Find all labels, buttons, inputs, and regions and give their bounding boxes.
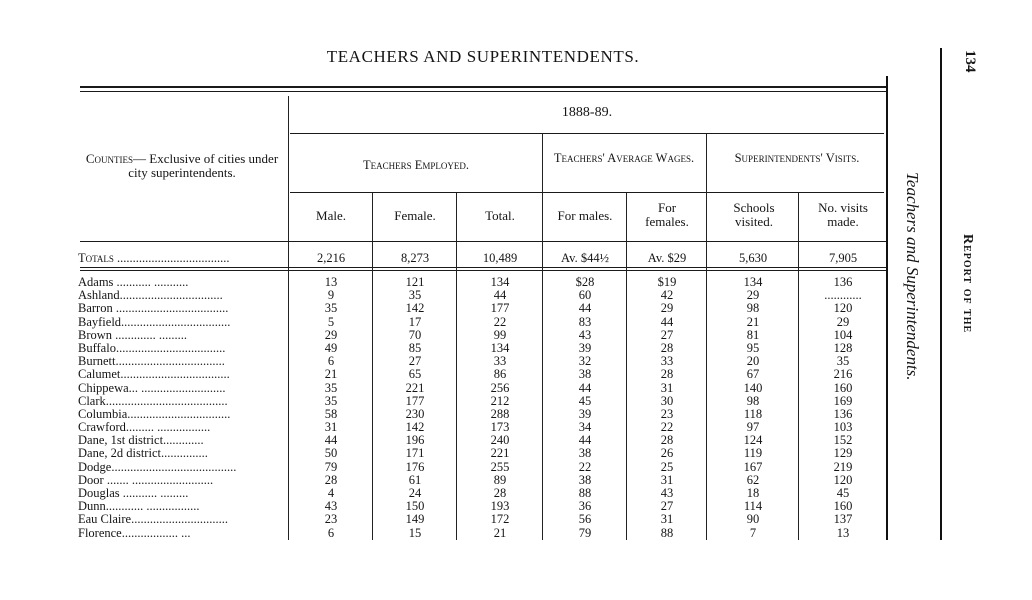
total-count: 172 — [490, 512, 510, 527]
visits-made: 128 — [833, 340, 853, 355]
wage-males: 88 — [578, 486, 592, 500]
schools-visited: 97 — [746, 420, 760, 435]
male-count: 58 — [324, 406, 338, 421]
wage-females: 31 — [660, 380, 674, 395]
table-row — [0, 474, 1032, 487]
male-count: 35 — [324, 393, 338, 408]
totals-wage-female: Av. $29 — [647, 251, 687, 265]
wage-females: 33 — [660, 354, 674, 369]
wage-females: 28 — [660, 433, 674, 448]
col-header-schools-visited: Schools visited. — [733, 200, 775, 229]
wage-males: 38 — [578, 472, 592, 487]
wage-males: 83 — [578, 314, 592, 329]
county-name: Calumet................................... — [78, 368, 230, 382]
female-count: 230 — [405, 406, 425, 421]
wage-males: 45 — [578, 393, 592, 408]
county-name: Dodge........................................ — [78, 460, 237, 474]
visits-made: 35 — [836, 354, 850, 369]
visits-made: 104 — [833, 327, 853, 342]
table-row — [0, 447, 1032, 460]
female-count: 61 — [408, 472, 422, 487]
county-name: Buffalo................................... — [78, 341, 226, 355]
superintendents-visits-header: Superintendents' Visits. — [734, 151, 860, 165]
county-rows — [0, 276, 1032, 540]
col-header-female: Female. — [394, 208, 436, 223]
col-header-visits-made: No. visits made. — [818, 200, 868, 229]
schools-visited: 118 — [743, 406, 763, 421]
table-row — [0, 500, 1032, 513]
visits-made: 45 — [836, 486, 850, 500]
county-name: Florence.................. ... — [78, 526, 191, 540]
totals-rule-1 — [80, 267, 886, 268]
wage-females: 88 — [660, 525, 674, 540]
visits-made: 103 — [833, 420, 853, 435]
male-count: 35 — [324, 380, 338, 395]
male-count: 6 — [327, 354, 335, 369]
year-heading: 1888-89. — [561, 105, 613, 120]
wage-females: 28 — [660, 340, 674, 355]
county-name: Columbia................................. — [78, 407, 231, 421]
county-name: Adams ........... ........... — [78, 276, 189, 289]
total-count: 28 — [493, 486, 507, 500]
wage-females: 44 — [660, 314, 674, 329]
col-header-male: Male. — [316, 208, 346, 223]
totals-total: 10,489 — [482, 251, 518, 265]
wage-males: 44 — [578, 433, 592, 448]
table-row — [0, 527, 1032, 540]
wage-females: 23 — [660, 406, 674, 421]
county-name: Barron .................................... — [78, 302, 229, 316]
col-header-total: Total. — [485, 208, 515, 223]
visits-made: 29 — [836, 314, 850, 329]
wage-males: 38 — [578, 446, 592, 461]
wage-males: 43 — [578, 327, 592, 342]
male-count: 13 — [324, 275, 338, 289]
total-count: 177 — [490, 301, 510, 316]
schools-visited: 21 — [746, 314, 760, 329]
visits-made: 169 — [833, 393, 853, 408]
table-row — [0, 302, 1032, 315]
male-count: 23 — [324, 512, 338, 527]
female-count: 35 — [408, 288, 422, 303]
table-row — [0, 368, 1032, 381]
average-wages-header: Teachers' Average Wages. — [553, 151, 695, 165]
schools-visited: 114 — [743, 499, 763, 514]
table-row — [0, 461, 1032, 474]
visits-made: 219 — [833, 459, 853, 474]
header-rule-top — [80, 86, 886, 88]
total-count: 173 — [490, 420, 510, 435]
visits-made: 120 — [833, 472, 853, 487]
county-name: Chippewa... ........................... — [78, 381, 226, 395]
total-count: 44 — [493, 288, 507, 303]
visits-made: 136 — [833, 275, 853, 289]
schools-visited: 67 — [746, 367, 760, 382]
female-count: 196 — [405, 433, 425, 448]
female-count: 142 — [405, 301, 425, 316]
visits-made: 13 — [836, 525, 850, 540]
schools-visited: 124 — [743, 433, 763, 448]
schools-visited: 167 — [743, 459, 763, 474]
totals-female: 8,273 — [400, 251, 430, 265]
table-row — [0, 342, 1032, 355]
total-count: 212 — [490, 393, 510, 408]
county-name: Dane, 1st district............. — [78, 434, 204, 448]
wage-males: $28 — [575, 275, 595, 289]
female-count: 85 — [408, 340, 422, 355]
schools-visited: 29 — [746, 288, 760, 303]
male-count: 28 — [324, 472, 338, 487]
total-count: 33 — [493, 354, 507, 369]
county-header-rest: — Exclusive of cities under city superintendents. — [128, 151, 279, 180]
totals-visits-made: 7,905 — [828, 251, 858, 265]
wage-males: 22 — [578, 459, 592, 474]
county-name: Brown ............. ......... — [78, 328, 188, 342]
total-count: 134 — [490, 340, 510, 355]
female-count: 15 — [408, 525, 422, 540]
page-number: 134 — [962, 50, 978, 73]
wage-males: 44 — [578, 380, 592, 395]
wage-females: 29 — [660, 301, 674, 316]
male-count: 5 — [327, 314, 335, 329]
schools-visited: 134 — [743, 275, 763, 289]
totals-label: Totals .................................... — [78, 251, 230, 265]
male-count: 21 — [324, 367, 338, 382]
table-row — [0, 487, 1032, 500]
total-count: 255 — [490, 459, 510, 474]
visits-made: 152 — [833, 433, 853, 448]
schools-visited: 140 — [743, 380, 763, 395]
total-count: 89 — [493, 472, 507, 487]
totals-male: 2,216 — [316, 251, 346, 265]
female-count: 176 — [405, 459, 425, 474]
visits-made: 129 — [833, 446, 853, 461]
total-count: 288 — [490, 406, 510, 421]
table-row — [0, 513, 1032, 526]
header-rule-bottom — [80, 91, 886, 92]
col-header-for-females: For females. — [645, 200, 689, 229]
female-count: 27 — [408, 354, 422, 369]
schools-visited: 98 — [746, 393, 760, 408]
wage-males: 56 — [578, 512, 592, 527]
totals-schools-visited: 5,630 — [738, 251, 768, 265]
total-count: 240 — [490, 433, 510, 448]
wage-females: 42 — [660, 288, 674, 303]
col-header-for-males: For males. — [557, 208, 613, 223]
male-count: 43 — [324, 499, 338, 514]
wage-females: 28 — [660, 367, 674, 382]
wage-males: 32 — [578, 354, 592, 369]
wage-males: 79 — [578, 525, 592, 540]
county-name: Dunn............ ................. — [78, 500, 200, 514]
column-header-rule — [80, 241, 886, 242]
table-row — [0, 395, 1032, 408]
wage-females: 22 — [660, 420, 674, 435]
total-count: 221 — [490, 446, 510, 461]
table-row — [0, 421, 1032, 434]
visits-made: 160 — [833, 380, 853, 395]
side-report-label: Report of the — [960, 234, 975, 334]
female-count: 177 — [405, 393, 425, 408]
total-count: 86 — [493, 367, 507, 382]
visits-made: 160 — [833, 499, 853, 514]
wage-males: 39 — [578, 406, 592, 421]
wage-males: 36 — [578, 499, 592, 514]
male-count: 49 — [324, 340, 338, 355]
county-name: Eau Claire............................... — [78, 513, 228, 527]
male-count: 50 — [324, 446, 338, 461]
female-count: 17 — [408, 314, 422, 329]
schools-visited: 81 — [746, 327, 760, 342]
female-count: 24 — [408, 486, 422, 500]
schools-visited: 98 — [746, 301, 760, 316]
table-row — [0, 289, 1032, 302]
totals-wage-male: Av. $44½ — [561, 251, 609, 265]
county-header — [78, 152, 286, 180]
wage-females: 26 — [660, 446, 674, 461]
total-count: 256 — [490, 380, 510, 395]
wage-females: 27 — [660, 499, 674, 514]
female-count: 65 — [408, 367, 422, 382]
total-count: 21 — [493, 525, 507, 540]
wage-males: 34 — [578, 420, 592, 435]
female-count: 149 — [405, 512, 425, 527]
male-count: 9 — [327, 288, 335, 303]
visits-made: 216 — [833, 367, 853, 382]
table-row — [0, 329, 1032, 342]
male-count: 44 — [324, 433, 338, 448]
total-count: 99 — [493, 327, 507, 342]
male-count: 6 — [327, 525, 335, 540]
female-count: 150 — [405, 499, 425, 514]
total-count: 22 — [493, 314, 507, 329]
county-name: Ashland................................. — [78, 289, 223, 303]
schools-visited: 18 — [746, 486, 760, 500]
visits-made: 136 — [833, 406, 853, 421]
schools-visited: 7 — [749, 525, 757, 540]
schools-visited: 119 — [743, 446, 763, 461]
page-header: TEACHERS AND SUPERINTENDENTS. — [326, 47, 640, 66]
table-row — [0, 434, 1032, 447]
county-name: Bayfield................................... — [78, 315, 231, 329]
total-count: 134 — [490, 275, 510, 289]
wage-females: 31 — [660, 512, 674, 527]
teachers-employed-header: Teachers Employed. — [362, 158, 470, 172]
table-row — [0, 316, 1032, 329]
male-count: 79 — [324, 459, 338, 474]
wage-females: 30 — [660, 393, 674, 408]
county-header-lead: Counties — [85, 151, 134, 166]
wage-males: 60 — [578, 288, 592, 303]
wage-females: 43 — [660, 486, 674, 500]
visits-made: ............ — [824, 288, 862, 303]
male-count: 35 — [324, 301, 338, 316]
schools-visited: 20 — [746, 354, 760, 369]
table-row — [0, 355, 1032, 368]
visits-made: 137 — [833, 512, 853, 527]
male-count: 31 — [324, 420, 338, 435]
female-count: 142 — [405, 420, 425, 435]
table-row — [0, 276, 1032, 289]
side-title: Teachers and Superintendents. — [903, 172, 922, 381]
wage-females: $19 — [657, 275, 677, 289]
schools-visited: 90 — [746, 512, 760, 527]
totals-rule-2 — [80, 270, 886, 271]
male-count: 29 — [324, 327, 338, 342]
wage-males: 39 — [578, 340, 592, 355]
county-name: Burnett................................... — [78, 355, 225, 369]
wage-males: 38 — [578, 367, 592, 382]
schools-visited: 95 — [746, 340, 760, 355]
male-count: 4 — [327, 486, 335, 500]
county-name: Crawford......... ................. — [78, 421, 211, 435]
total-count: 193 — [490, 499, 510, 514]
county-name: Dane, 2d district............... — [78, 447, 208, 461]
county-name: Douglas ........... ......... — [78, 487, 189, 500]
visits-made: 120 — [833, 301, 853, 316]
female-count: 221 — [405, 380, 425, 395]
female-count: 70 — [408, 327, 422, 342]
wage-females: 31 — [660, 472, 674, 487]
schools-visited: 62 — [746, 472, 760, 487]
group-rule — [290, 192, 884, 193]
wage-females: 27 — [660, 327, 674, 342]
table-row — [0, 408, 1032, 421]
table-row — [0, 382, 1032, 395]
county-name: Door ....... .......................... — [78, 473, 214, 487]
female-count: 171 — [405, 446, 425, 461]
year-rule — [290, 133, 884, 134]
wage-males: 44 — [578, 301, 592, 316]
female-count: 121 — [405, 275, 425, 289]
county-name: Clark....................................... — [78, 394, 228, 408]
wage-females: 25 — [660, 459, 674, 474]
